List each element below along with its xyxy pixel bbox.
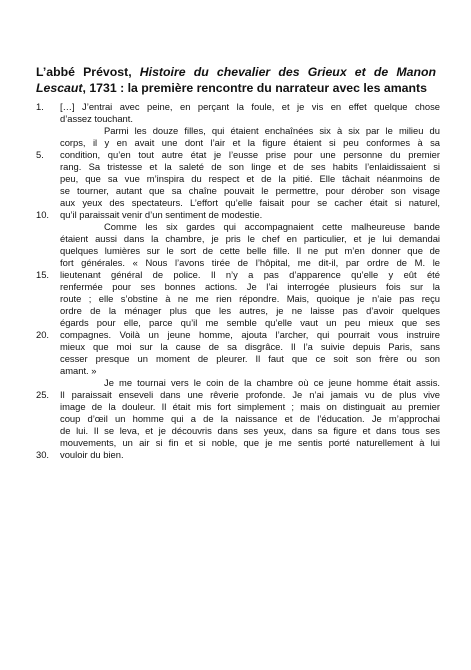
text-line bbox=[0, 149, 471, 161]
text-line bbox=[0, 125, 471, 137]
line-number: 25. bbox=[36, 389, 50, 400]
line-text: fort générales. « Nous l’avons tirée de l’hôpital, me dit-il, par ordre de M. le bbox=[60, 257, 440, 268]
text-line bbox=[0, 257, 471, 269]
line-number: 15. bbox=[36, 269, 50, 280]
text-line bbox=[0, 329, 471, 341]
line-text: corps, il y en avait une dont l’air et la figure étaient si peu conformes à sa bbox=[60, 137, 440, 148]
text-line bbox=[0, 233, 471, 245]
text-line bbox=[0, 353, 471, 365]
text-line bbox=[0, 173, 471, 185]
text-line bbox=[0, 197, 471, 209]
line-number: 10. bbox=[36, 209, 50, 220]
text-line bbox=[0, 425, 471, 437]
text-line bbox=[0, 449, 471, 461]
line-text: […] J’entrai avec peine, en perçant la foule, et je vis en effet quelque chose bbox=[60, 101, 440, 112]
line-text: Comme les six gardes qui accompagnaient cette malheureuse bande bbox=[104, 221, 440, 232]
text-line bbox=[0, 293, 471, 305]
line-text: ordre de la ménager plus que les autres, je ne laisse pas d’avoir quelques bbox=[60, 305, 440, 316]
line-number: 20. bbox=[36, 329, 50, 340]
line-text: amant. » bbox=[60, 365, 97, 376]
line-text: compagnes. Voilà un jeune homme, ajouta l’archer, qui pourrait vous instruire bbox=[60, 329, 440, 340]
line-text: égards pour elle, parce qu’il me semble qu’elle vaut un peu mieux que ses bbox=[60, 317, 440, 328]
text-line bbox=[0, 161, 471, 173]
text-line bbox=[0, 365, 471, 377]
line-text: coup d’œil un homme qui a de la naissance et de l’éducation. Je m’approchai bbox=[60, 413, 440, 424]
text-line bbox=[0, 317, 471, 329]
line-text: étaient aussi dans la chambre, je pris le chef en particulier, et je lui demandai bbox=[60, 233, 440, 244]
line-text: lieutenant général de police. Il n’y a pas d’apparence qu’elle y eût été bbox=[60, 269, 440, 280]
line-text: condition, qu’en tout autre état je l’eusse prise pour une personne du premier bbox=[60, 149, 440, 160]
text-line bbox=[0, 341, 471, 353]
line-text: d’assez touchant. bbox=[60, 113, 133, 124]
line-text: Je me tournai vers le coin de la chambre où ce jeune homme était assis. bbox=[104, 377, 440, 388]
text-line bbox=[0, 413, 471, 425]
text-line bbox=[0, 137, 471, 149]
document-title bbox=[36, 64, 436, 96]
line-text: route ; elle s’obstine à ne me rien répondre. Mais, quoique je n’aie pas reçu bbox=[60, 293, 440, 304]
text-line bbox=[0, 101, 471, 113]
line-text: renfermée pour ses bonnes actions. Je l’ai interrogée plusieurs fois sur la bbox=[60, 281, 440, 292]
text-line bbox=[0, 209, 471, 221]
line-text: peu, que sa vue m’inspira du respect et de la pitié. Elle tâchait néanmoins de bbox=[60, 173, 440, 184]
line-text: Il paraissait enseveli dans une rêverie profonde. Je n’ai jamais vu de plus vive bbox=[60, 389, 440, 400]
text-line bbox=[0, 377, 471, 389]
line-text: qu’il paraissait venir d’un sentiment de modestie. bbox=[60, 209, 263, 220]
title-rest: , 1731 : la première rencontre du narrateur avec les amants bbox=[82, 81, 427, 95]
text-line bbox=[0, 269, 471, 281]
text-line bbox=[0, 401, 471, 413]
line-text: Parmi les douze filles, qui étaient enchaînées six à six par le milieu du bbox=[104, 125, 440, 136]
title-author: L’abbé Prévost, bbox=[36, 65, 140, 79]
line-text: mouvements, un air si fin et si noble, que je me sentis porté naturellement à lui bbox=[60, 437, 440, 448]
text-line bbox=[0, 221, 471, 233]
line-number: 30. bbox=[36, 449, 50, 460]
text-line bbox=[0, 113, 471, 125]
line-text: cesser presque un moment de pleurer. Il faut que ce soit son frère ou son bbox=[60, 353, 440, 364]
text-line bbox=[0, 437, 471, 449]
text-line bbox=[0, 281, 471, 293]
line-text: de lui. Il se leva, et je découvris dans ses yeux, dans sa figure et dans tous ses bbox=[60, 425, 440, 436]
line-number: 5. bbox=[36, 149, 44, 160]
line-text: aux yeux des spectateurs. L’effort qu’elle faisait pour se cacher était si naturel, bbox=[60, 197, 440, 208]
line-text: mieux que moi sur la cause de sa disgrâce. Il l’a suivie depuis Paris, sans bbox=[60, 341, 440, 352]
text-line bbox=[0, 389, 471, 401]
line-text: quelques lumières sur le sort de cette belle fille. Il ne put m’en donner que de bbox=[60, 245, 440, 256]
line-text: image de la douleur. Il était mis fort simplement ; mais on distinguait au premier bbox=[60, 401, 440, 412]
line-text: vouloir du bien. bbox=[60, 449, 124, 460]
text-line bbox=[0, 245, 471, 257]
line-number: 1. bbox=[36, 101, 44, 112]
title-work: Histoire du chevalier des Grieux et de Manon Lescaut bbox=[36, 65, 437, 95]
line-text: se tourner, autant que sa chaîne pouvait le permettre, pour dérober son visage bbox=[60, 185, 440, 196]
text-line bbox=[0, 185, 471, 197]
line-text: rang. Sa tristesse et la saleté de son linge et de ses habits l’enlaidissaient si bbox=[60, 161, 440, 172]
text-line bbox=[0, 305, 471, 317]
